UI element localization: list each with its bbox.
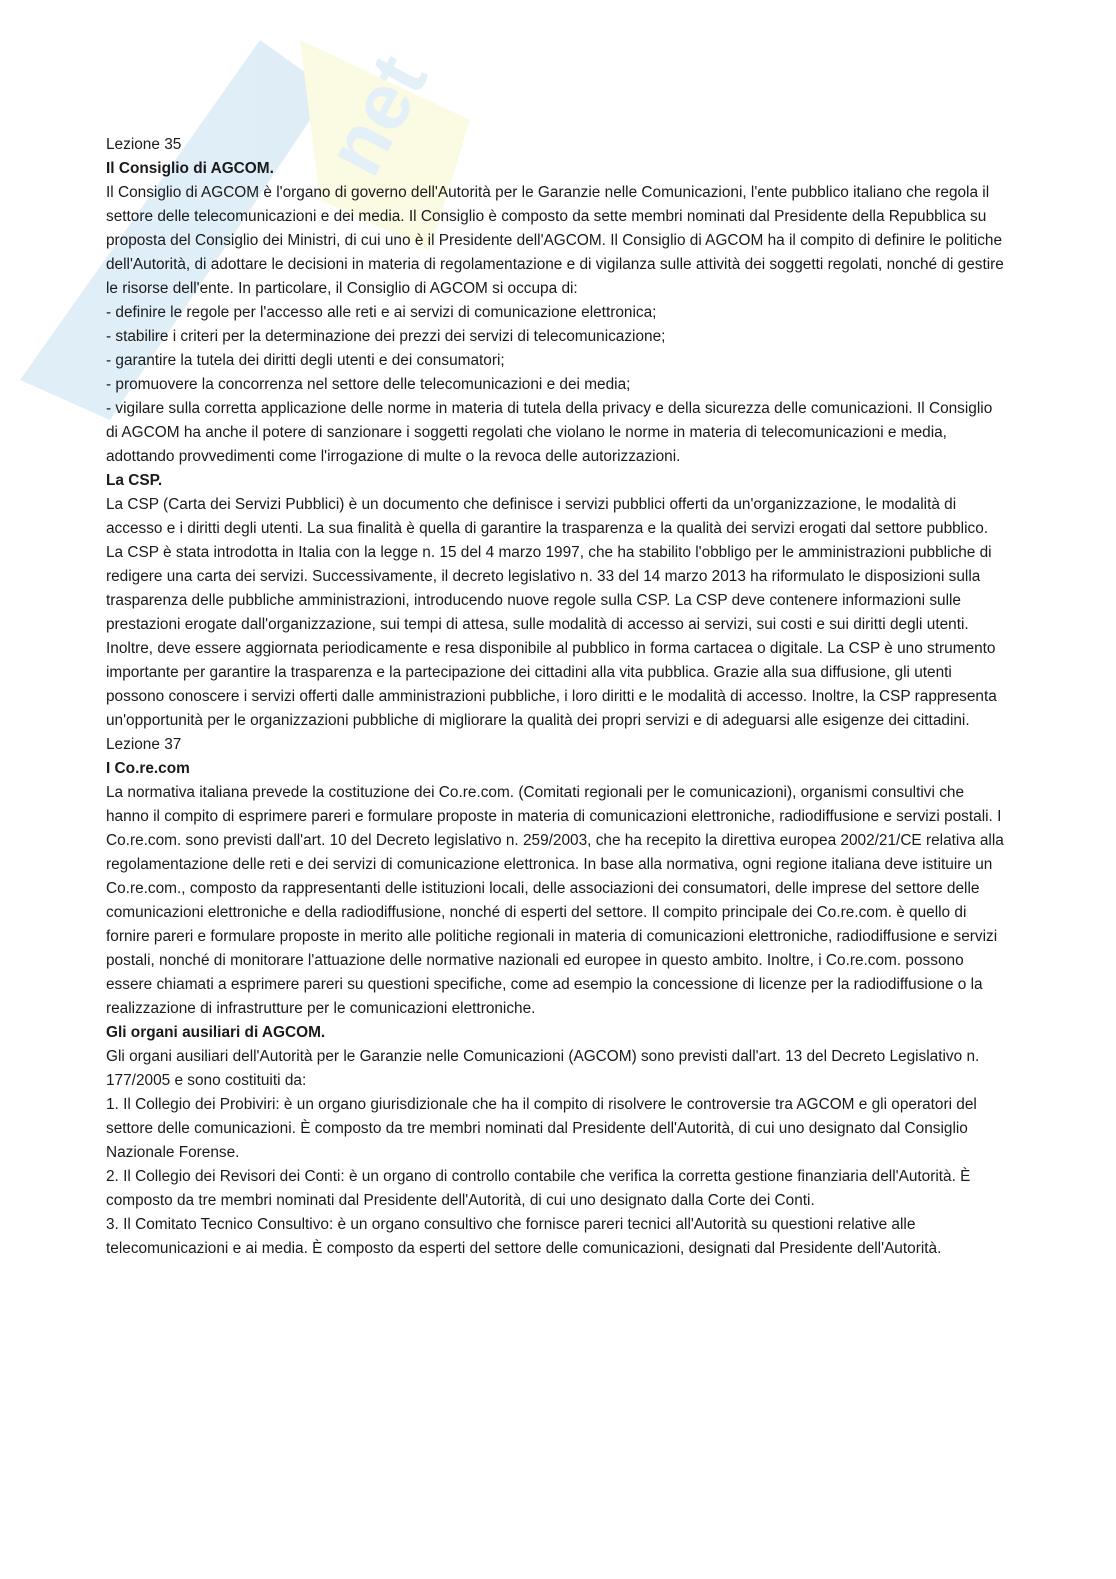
list-item: 2. Il Collegio dei Revisori dei Conti: è un organo di controllo contabile che verifica la corretta gestione finanziaria dell'Autorità. È composto da tre membri nominati dal Presidente dell'Autorità, di cui uno designato dalla Corte dei Conti. <box>106 1168 971 1209</box>
list-item: - promuovere la concorrenza nel settore delle telecomunicazioni e dei media; <box>106 376 631 393</box>
section-heading: Gli organi ausiliari di AGCOM. <box>106 1024 326 1041</box>
paragraph: La CSP (Carta dei Servizi Pubblici) è un documento che definisce i servizi pubblici offerti da un'organizzazione, le modalità di accesso e i diritti degli utenti. La sua finalità è quella di garantire la trasparenza e la qualità dei servizi erogati dal settore pubblico. La CSP è stata introdotta in Italia con la legge n. 15 del 4 marzo 1997, che ha stabilito l'obbligo per le amministrazioni pubbliche di redigere una carta dei servizi. Successivamente, il decreto legislativo n. 33 del 14 marzo 2013 ha riformulato le disposizioni sulla trasparenza delle pubbliche amministrazioni, introducendo nuove regole sulla CSP. La CSP deve contenere informazioni sulle prestazioni erogate dall'organizzazione, sui tempi di attesa, sulle modalità di accesso ai servizi, sui costi e sui diritti degli utenti. Inoltre, deve essere aggiornata periodicamente e resa disponibile al pubblico in forma cartacea o digitale. La CSP è uno strumento importante per garantire la trasparenza e la partecipazione dei cittadini alla vita pubblica. Grazie alla sua diffusione, gli utenti possono conoscere i servizi offerti dalle amministrazioni pubbliche, i loro diritti e le modalità di accesso. Inoltre, la CSP rappresenta un'opportunità per le organizzazioni pubbliche di migliorare la qualità dei propri servizi e di adeguarsi alle esigenze dei cittadini. <box>106 496 997 729</box>
watermark-text: net <box>308 40 444 189</box>
list-item: 1. Il Collegio dei Probiviri: è un organo giurisdizionale che ha il compito di risolvere le controversie tra AGCOM e gli operatori del settore delle comunicazioni. È composto da tre membri nominati dal Presidente dell'Autorità, di cui uno designato dal Consiglio Nazionale Forense. <box>106 1096 977 1161</box>
list-item: - definire le regole per l'accesso alle reti e ai servizi di comunicazione elettronica; <box>106 304 657 321</box>
paragraph: Il Consiglio di AGCOM è l'organo di governo dell'Autorità per le Garanzie nelle Comunicazioni, l'ente pubblico italiano che regola il settore delle telecomunicazioni e dei media. Il Consiglio è composto da sette membri nominati dal Presidente della Repubblica su proposta del Consiglio dei Ministri, di cui uno è il Presidente dell'AGCOM. Il Consiglio di AGCOM ha il compito di definire le politiche dell'Autorità, di adottare le decisioni in materia di regolamentazione e di vigilanza sulle attività dei soggetti regolati, nonché di gestire le risorse dell'ente. In particolare, il Consiglio di AGCOM si occupa di: <box>106 184 1004 297</box>
list-item: 3. Il Comitato Tecnico Consultivo: è un organo consultivo che fornisce pareri tecnici all'Autorità su questioni relative alle telecomunicazioni e ai media. È composto da esperti del settore delle comunicazioni, designati dal Presidente dell'Autorità. <box>106 1216 942 1257</box>
lesson-title: Lezione 37 <box>106 736 182 753</box>
list-item: - stabilire i criteri per la determinazione dei prezzi dei servizi di telecomunicazione; <box>106 328 666 345</box>
paragraph: La normativa italiana prevede la costituzione dei Co.re.com. (Comitati regionali per le comunicazioni), organismi consultivi che hanno il compito di esprimere pareri e formulare proposte in materia di comunicazioni elettroniche, radiodiffusione e servizi postali. I Co.re.com. sono previsti dall'art. 10 del Decreto legislativo n. 259/2003, che ha recepito la direttiva europea 2002/21/CE relativa alla regolamentazione delle reti e dei servizi di comunicazione elettronica. In base alla normativa, ogni regione italiana deve istituire un Co.re.com., composto da rappresentanti delle istituzioni locali, delle associazioni dei consumatori, delle imprese del settore delle comunicazioni elettroniche e della radiodiffusione, nonché di esperti del settore. Il compito principale dei Co.re.com. è quello di fornire pareri e formulare proposte in merito alle politiche regionali in materia di comunicazioni elettroniche, radiodiffusione e servizi postali, nonché di monitorare l'attuazione delle normative nazionali ed europee in questo ambito. Inoltre, i Co.re.com. possono essere chiamati a esprimere pareri su questioni specifiche, come ad esempio la concessione di licenze per la radiodiffusione o la realizzazione di infrastrutture per le comunicazioni elettroniche. <box>106 784 1004 1017</box>
paragraph: Gli organi ausiliari dell'Autorità per le Garanzie nelle Comunicazioni (AGCOM) sono previsti dall'art. 13 del Decreto Legislativo n. 177/2005 e sono costituiti da: <box>106 1048 980 1089</box>
list-item: - vigilare sulla corretta applicazione delle norme in materia di tutela della privacy e della sicurezza delle comunicazioni. Il Consiglio di AGCOM ha anche il potere di sanzionare i soggetti regolati che violano le norme in materia di telecomunicazioni e media, adottando provvedimenti come l'irrogazione di multe o la revoca delle autorizzazioni. <box>106 400 993 465</box>
section-heading: Il Consiglio di AGCOM. <box>106 160 274 177</box>
section-heading: I Co.re.com <box>106 760 190 777</box>
document-body <box>106 133 1006 1261</box>
section-heading: La CSP. <box>106 472 163 489</box>
document-page <box>106 133 1006 1261</box>
lesson-title: Lezione 35 <box>106 136 182 153</box>
list-item: - garantire la tutela dei diritti degli utenti e dei consumatori; <box>106 352 505 369</box>
